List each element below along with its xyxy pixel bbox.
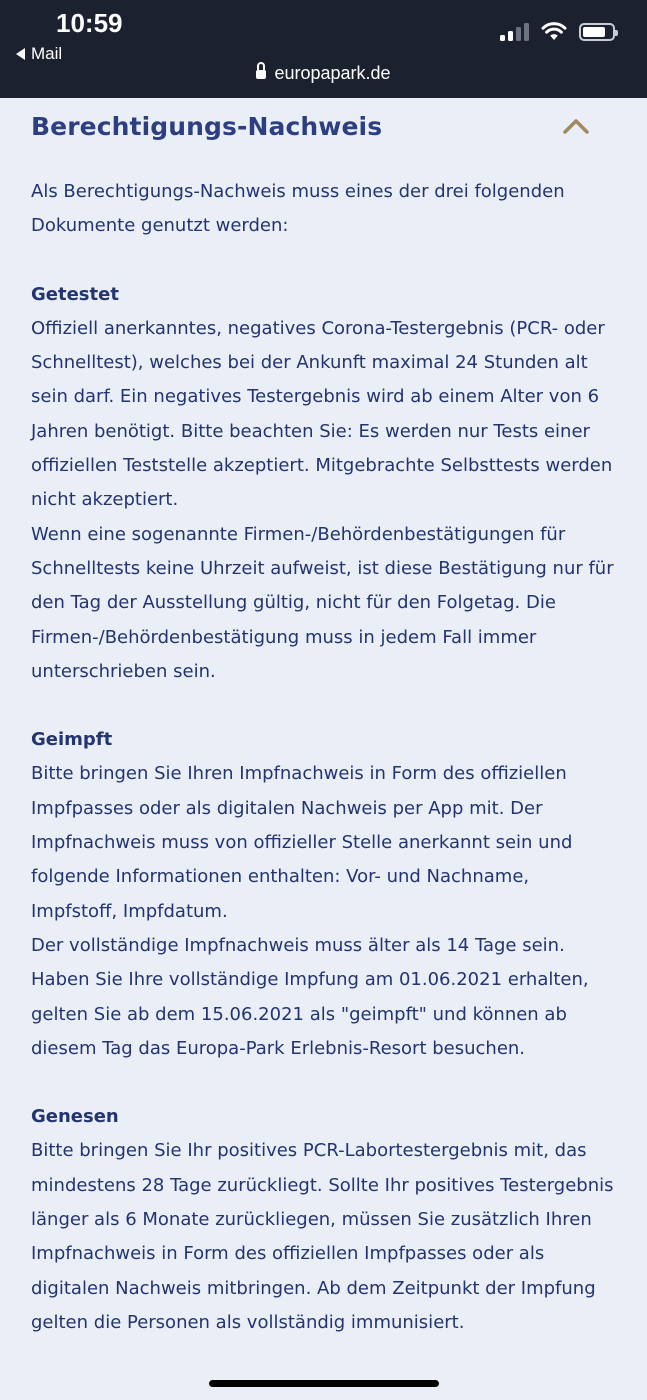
accordion-header[interactable] (0, 98, 647, 154)
status-time: 10:59 (56, 8, 123, 38)
url-text: europapark.de (274, 63, 391, 83)
intro-text: Als Berechtigungs-Nachweis muss eines der drei folgenden Dokumente genutzt werden: (31, 181, 565, 237)
paragraph: Bitte bringen Sie Ihren Impfnachweis in Form des offiziellen Impfpasses oder als digitalen Nachweis per App mit. Der Impfnachweis muss von offizieller Stelle anerkannt sein und folgende Informationen enthalten: Vor- und Nachname, Impfstoff, Impfdatum. (31, 763, 573, 922)
home-indicator[interactable] (209, 1380, 439, 1387)
heading-genesen: Genesen (31, 1106, 119, 1128)
section-title: Berechtigungs-Nachweis (31, 111, 383, 141)
status-icons (500, 22, 615, 41)
paragraph: Bitte bringen Sie Ihr positives PCR-Labortestergebnis mit, das mindestens 28 Tage zurückliegt. Sollte Ihr positives Testergebnis länger als 6 Monate zurückliegen, müssen Sie zusätzlich Ihren Impfnachweis in Form des offiziellen Impfpasses oder als digitalen Nachweis mitbringen. Ab dem Zeitpunkt der Impfung gelten die Personen als vollständig immunisiert. (31, 1140, 614, 1333)
heading-geimpft: Geimpft (31, 729, 113, 751)
battery-icon (579, 23, 615, 41)
back-triangle-icon (16, 48, 25, 60)
paragraph: Der vollständige Impfnachweis muss älter als 14 Tage sein. Haben Sie Ihre vollständige Impfung am 01.06.2021 erhalten, gelten Sie ab dem 15.06.2021 als "geimpft" und können ab diesem Tag das Europa-Park Erlebnis-Resort besuchen. (31, 934, 589, 1059)
paragraph: Offiziell anerkanntes, negatives Corona-Testergebnis (PCR- oder Schnelltest), welches bei der Ankunft maximal 24 Stunden alt sein darf. Ein negatives Testergebnis wird ab einem Alter von 6 Jahren benötigt. Bitte beachten Sie: Es werden nur Tests einer offiziellen Teststelle akzeptiert. Mitgebrachte Selbsttests werden nicht akzeptiert. (31, 317, 613, 511)
back-to-mail-link[interactable] (16, 44, 62, 64)
back-label: Mail (31, 44, 63, 63)
url-bar[interactable] (0, 63, 647, 84)
paragraph: Wenn eine sogenannte Firmen-/Behördenbestätigungen für Schnelltests keine Uhrzeit aufweist, ist diese Bestätigung nur für den Tag der Ausstellung gültig, nicht für den Folgetag. Die Firmen-/Behördenbestätigung muss in jedem Fall immer unterschrieben sein. (31, 523, 614, 682)
wifi-icon (541, 22, 567, 41)
browser-top-bar (0, 0, 647, 98)
page-content (0, 98, 647, 1340)
heading-getestet: Getestet (31, 283, 119, 305)
cellular-signal-icon (500, 23, 529, 41)
chevron-up-icon[interactable] (563, 117, 589, 135)
lock-icon (256, 68, 266, 80)
section-body (0, 175, 647, 1340)
